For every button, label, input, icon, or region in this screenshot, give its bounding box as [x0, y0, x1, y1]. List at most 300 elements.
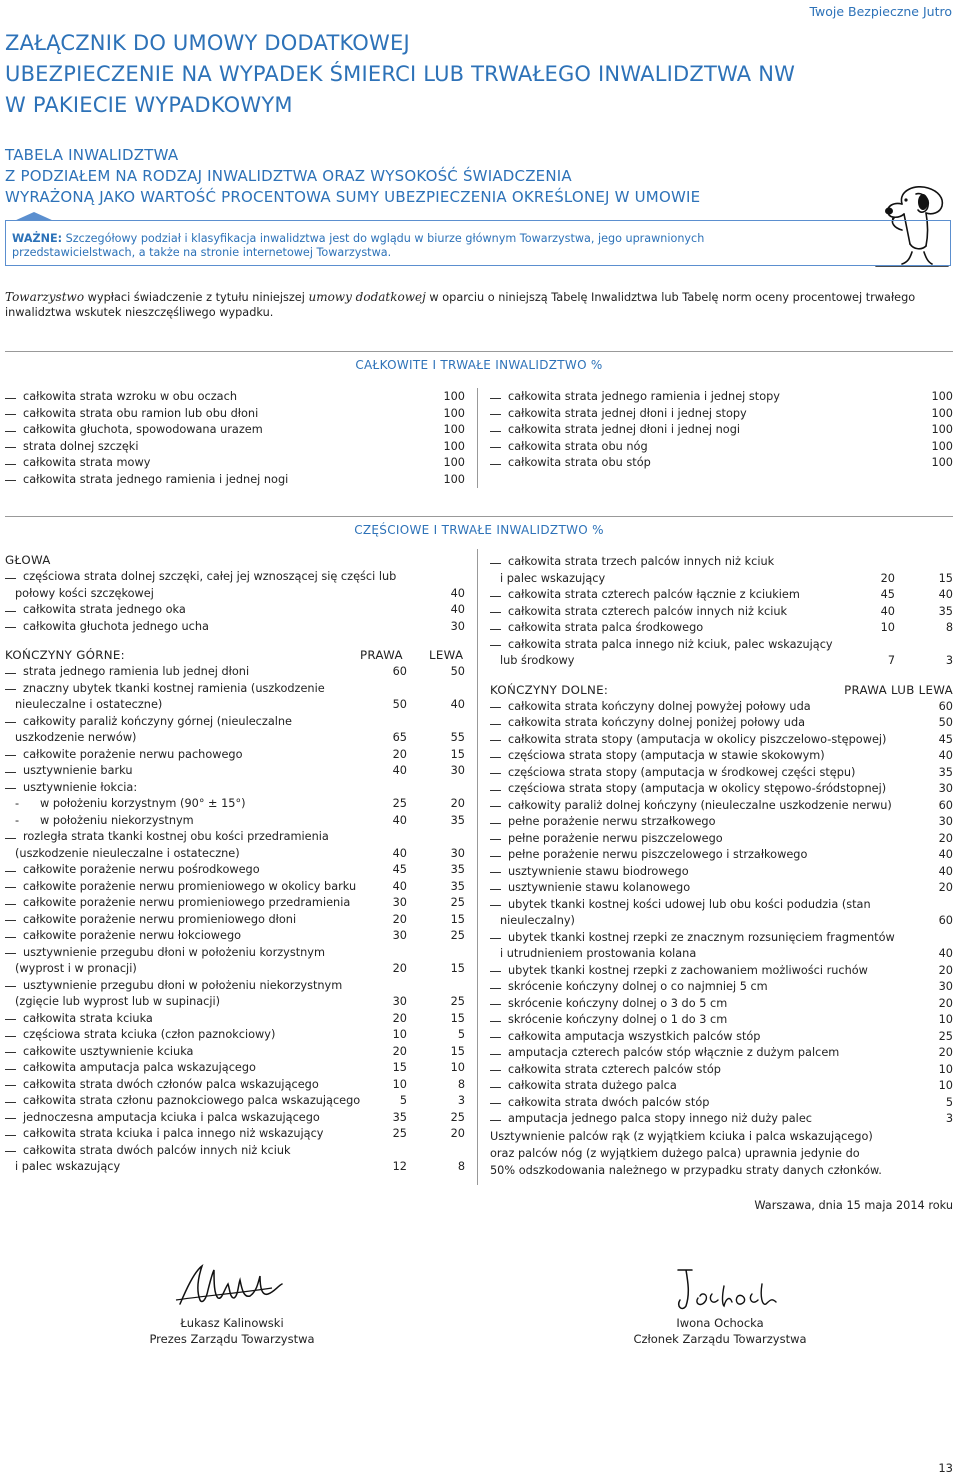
percent-value: 60 [938, 914, 953, 927]
percent-value-right: 60 [392, 665, 407, 678]
dash-bullet [5, 937, 16, 938]
table-row [5, 714, 465, 731]
table-row [490, 781, 953, 798]
percent-value: 100 [931, 456, 953, 469]
table-row [490, 406, 953, 423]
group-label: KOŃCZYNY GÓRNE: [5, 648, 125, 662]
row-label: (zgięcie lub wyprost lub w supinacji) [15, 995, 221, 1008]
row-label: skrócenie kończyny dolnej o 3 do 5 cm [508, 996, 728, 1010]
percent-value: 20 [938, 996, 953, 1010]
subtitle-line: WYRAŻONĄ JAKO WARTOŚĆ PROCENTOWA SUMY UBEZPIECZENIA OKREŚLONEJ W UMOWIE [5, 188, 701, 206]
percent-value: 35 [938, 765, 953, 779]
row-label: całkowity paraliż kończyny górnej (nieuleczalne [23, 714, 292, 728]
fingers-rows [490, 554, 953, 670]
dash-bullet [490, 790, 501, 791]
dash-bullet [5, 871, 16, 872]
percent-value: 100 [443, 406, 465, 420]
dash-bullet [5, 1102, 16, 1103]
percent-value: 100 [931, 423, 953, 436]
row-label: całkowita strata obu ramion lub obu dłoni [23, 406, 259, 420]
percent-value: 20 [938, 831, 953, 845]
percent-value-left: 15 [450, 1011, 465, 1025]
row-label: całkowite usztywnienie kciuka [23, 1044, 194, 1058]
signatory-role: Prezes Zarządu Towarzystwa [149, 1332, 315, 1346]
dash-bullet [5, 611, 16, 612]
row-label: nieuleczalne i ostateczne) [15, 698, 163, 711]
percent-value-left: 50 [450, 665, 465, 678]
percent-value-right: 65 [392, 731, 407, 744]
brand-tagline: Twoje Bezpieczne Jutro [809, 4, 952, 19]
percent-value-left: 15 [938, 571, 953, 585]
table-row [490, 963, 953, 980]
percent-value-right: 30 [392, 896, 407, 909]
table-row [490, 1078, 953, 1095]
row-label: znaczny ubytek tkanki kostnej ramienia (uszkodzenie [23, 681, 325, 695]
table-row [5, 422, 465, 439]
percent-value-right: 25 [392, 797, 407, 810]
partial-disability-left-column [5, 552, 465, 1176]
row-label: częściowa strata stopy (amputacja w środkowej części stępu) [508, 765, 856, 779]
dash-bullet [490, 612, 501, 613]
intro-term-contract: umowy dodatkowej [308, 290, 426, 304]
table-row [5, 730, 465, 747]
row-label: usztywnienie łokcia: [23, 780, 138, 794]
row-label: w położeniu korzystnym (90° ± 15°) [40, 797, 246, 810]
percent-value-right: 10 [880, 621, 895, 634]
percent-value: 30 [938, 815, 953, 828]
table-row [5, 780, 465, 797]
dash-bullet [490, 1120, 501, 1121]
hyphen-bullet: - [15, 813, 20, 827]
dash-bullet [490, 1103, 501, 1104]
table-row [5, 1060, 465, 1077]
table-row [5, 961, 465, 978]
dash-bullet [490, 563, 501, 564]
table-row [490, 979, 953, 996]
table-row [5, 602, 465, 619]
table-row [490, 1029, 953, 1046]
table-row [5, 472, 465, 489]
row-label: lub środkowy [500, 654, 575, 667]
dash-bullet [490, 1087, 501, 1088]
table-row [490, 620, 953, 637]
title-line: UBEZPIECZENIE NA WYPADEK ŚMIERCI LUB TRWAŁEGO INWALIDZTWA NW [5, 62, 796, 86]
table-row [490, 897, 953, 914]
total-disability-list-left [5, 389, 465, 488]
row-label: całkowita strata jednej dłoni i jednej stopy [508, 406, 747, 420]
percent-value-left: 15 [450, 912, 465, 926]
note-body: Szczegółowy podział i klasyfikacja inwalidztwa jest do wglądu w biurze głównym Towarzystwa, jego uprawnionych przedstawicielstwach, a także na stronie internetowej Towarzystwa. [12, 232, 705, 259]
table-row [5, 978, 465, 995]
percent-value: 40 [938, 749, 953, 762]
intro-text-1: wypłaci świadczenie z tytułu niniejszej [84, 291, 309, 304]
row-label: całkowita głuchota jednego ucha [23, 619, 209, 633]
table-row [490, 715, 953, 732]
dash-bullet [5, 788, 16, 789]
dash-bullet [5, 398, 16, 399]
row-label: amputacja jednego palca stopy innego niż duży palec [508, 1112, 812, 1125]
table-row [490, 1062, 953, 1079]
row-label: całkowita strata jednego ramienia i jednej stopy [508, 390, 780, 403]
table-row [5, 747, 465, 764]
row-label: nieuleczalny) [500, 914, 575, 927]
table-row [490, 554, 953, 571]
table-row [490, 653, 953, 670]
dash-bullet [5, 673, 16, 674]
table-row [5, 1126, 465, 1143]
row-label: całkowita głuchota, spowodowana urazem [23, 423, 263, 436]
dash-bullet [5, 1069, 16, 1070]
table-row [490, 864, 953, 881]
table-row [5, 1159, 465, 1176]
percent-value-left: 35 [450, 863, 465, 876]
percent-value: 40 [938, 864, 953, 878]
table-row [490, 1012, 953, 1029]
row-label: całkowita strata dużego palca [508, 1079, 677, 1092]
column-header-right-or-left: PRAWA LUB LEWA [844, 682, 953, 697]
table-row [5, 619, 465, 636]
row-label: całkowita strata członu paznokciowego palca wskazującego [23, 1094, 361, 1107]
table-row [490, 930, 953, 947]
dash-bullet [5, 755, 16, 756]
row-label: strata jednego ramienia lub jednej dłoni [23, 665, 250, 678]
percent-value: 40 [938, 848, 953, 861]
row-label: całkowita strata trzech palców innych niż kciuk [508, 555, 775, 568]
row-label: i palec wskazujący [500, 571, 606, 585]
dash-bullet [490, 629, 501, 630]
percent-value-right: 12 [392, 1160, 407, 1173]
signatory-block-board-member [610, 1315, 830, 1347]
dash-bullet [5, 414, 16, 415]
percent-value: 50 [938, 716, 953, 729]
intro-paragraph [5, 290, 953, 320]
percent-value-right: 10 [392, 1077, 407, 1091]
percent-value-right: 40 [392, 764, 407, 777]
dash-bullet [490, 1021, 501, 1022]
section-divider [5, 351, 953, 352]
table-row [5, 912, 465, 929]
note-label: WAŻNE: [12, 232, 63, 245]
section-heading-partial: CZĘŚCIOWE I TRWAŁE INWALIDZTWO % [354, 523, 604, 537]
percent-value: 100 [931, 439, 953, 453]
dash-bullet [5, 447, 16, 448]
hyphen-bullet: - [15, 797, 20, 810]
row-label: całkowita strata czterech palców stóp [508, 1062, 721, 1076]
percent-value-right: 30 [392, 929, 407, 942]
dash-bullet [490, 889, 501, 890]
dash-bullet [5, 1151, 16, 1152]
percent-value-left: 8 [945, 621, 953, 634]
percent-value-left: 10 [450, 1061, 465, 1074]
row-label: całkowita amputacja wszystkich palców stóp [508, 1029, 761, 1043]
dash-bullet [5, 904, 16, 905]
percent-value: 30 [938, 782, 953, 795]
table-row [5, 1110, 465, 1127]
table-row [5, 389, 465, 406]
percent-value-left: 20 [450, 797, 465, 810]
signature-ochocka [672, 1264, 782, 1316]
percent-value: 3 [945, 1112, 953, 1125]
partial-disability-right-column [490, 554, 953, 1179]
upper-limbs-rows [5, 664, 465, 1176]
dash-bullet [490, 447, 501, 448]
table-row [490, 765, 953, 782]
column-header-right: PRAWA [360, 648, 403, 662]
dash-bullet [5, 920, 16, 921]
dash-bullet [490, 707, 501, 708]
subtitle-line: Z PODZIAŁEM NA RODZAJ INWALIDZTWA ORAZ WYSOKOŚĆ ŚWIADCZENIA [5, 167, 572, 185]
table-row [490, 946, 953, 963]
table-row [490, 732, 953, 749]
section-heading-total: CAŁKOWITE I TRWAŁE INWALIDZTWO % [355, 358, 603, 372]
dash-bullet [490, 971, 501, 972]
dash-bullet [5, 1135, 16, 1136]
percent-value-left: 35 [450, 813, 465, 827]
row-label: całkowita strata dwóch palców innych niż kciuk [23, 1143, 291, 1157]
table-row [5, 455, 465, 472]
percent-value-right: 50 [392, 698, 407, 711]
row-label: ubytek tkanki kostnej kości udowej lub obu kości podudzia (stan [508, 897, 871, 911]
row-label: uszkodzenie nerwów) [15, 731, 137, 744]
percent-value-left: 55 [450, 731, 465, 744]
row-label: ubytek tkanki kostnej rzepki z zachowaniem możliwości ruchów [508, 963, 868, 977]
page-number: 13 [938, 1461, 953, 1475]
group-heading-upper-limbs [5, 647, 465, 664]
row-label: całkowita strata czterech palców innych niż kciuk [508, 604, 788, 618]
row-label: pełne porażenie nerwu strzałkowego [508, 815, 716, 828]
signatory-name: Łukasz Kalinowski [180, 1316, 284, 1330]
table-row [5, 586, 465, 603]
title-line: ZAŁĄCZNIK DO UMOWY DODATKOWEJ [5, 31, 410, 55]
dash-bullet [490, 596, 501, 597]
row-label: strata dolnej szczęki [23, 439, 139, 453]
row-label: całkowita strata jednej dłoni i jednej nogi [508, 423, 741, 436]
row-label: ubytek tkanki kostnej rzepki ze znacznym rozsunięciem fragmentów [508, 930, 895, 944]
table-row [5, 928, 465, 945]
row-label: częściowa strata stopy (amputacja w okolicy stępowo-śródstopnej) [508, 782, 887, 795]
percent-value-left: 35 [450, 879, 465, 893]
percent-value-right: 20 [880, 571, 895, 585]
dash-bullet [490, 856, 501, 857]
dash-bullet [490, 414, 501, 415]
percent-value-right: 40 [392, 879, 407, 893]
dash-bullet [5, 627, 16, 628]
table-row [5, 664, 465, 681]
dash-bullet [5, 887, 16, 888]
dash-bullet [490, 823, 501, 824]
dash-bullet [5, 838, 16, 839]
percent-value-right: 45 [880, 588, 895, 601]
percent-value-right: 15 [392, 1061, 407, 1074]
percent-value: 100 [443, 439, 465, 453]
row-label: całkowite porażenie nerwu promieniowego w okolicy barku [23, 879, 357, 893]
row-label: i palec wskazujący [15, 1160, 121, 1173]
dash-bullet [490, 740, 501, 741]
row-label: całkowita strata palca innego niż kciuk, palec wskazujący [508, 637, 833, 651]
lower-limbs-footnote [490, 1128, 953, 1179]
footnote-line: Usztywnienie palców rąk (z wyjątkiem kciuka i palca wskazującego) [490, 1129, 873, 1143]
dash-bullet [490, 905, 501, 906]
table-row [490, 847, 953, 864]
table-row [5, 796, 465, 813]
dash-bullet [5, 986, 16, 987]
percent-value: 100 [443, 423, 465, 436]
percent-value: 60 [938, 798, 953, 812]
row-label: całkowite porażenie nerwu łokciowego [23, 929, 242, 942]
row-label: całkowita strata kciuka [23, 1011, 153, 1025]
percent-value-right: 7 [887, 654, 895, 667]
table-row [490, 814, 953, 831]
percent-value: 30 [450, 619, 465, 633]
table-row [5, 994, 465, 1011]
dash-bullet [5, 1085, 16, 1086]
row-label: połowy kości szczękowej [15, 586, 154, 600]
dash-bullet [490, 645, 501, 646]
percent-value-left: 25 [450, 995, 465, 1008]
table-row [5, 569, 465, 586]
row-label: częściowa strata dolnej szczęki, całej jej wznoszącej się części lub [23, 570, 397, 583]
row-label: usztywnienie stawu biodrowego [508, 864, 689, 878]
row-label: całkowity paraliż dolnej kończyny (nieuleczalne uszkodzenie nerwu) [508, 798, 892, 812]
row-label: (wyprost i w pronacji) [15, 962, 137, 975]
table-row [5, 439, 465, 456]
percent-value-left: 25 [450, 929, 465, 942]
group-heading-lower-limbs [490, 682, 953, 699]
table-row [5, 945, 465, 962]
dash-bullet [5, 772, 16, 773]
percent-value-right: 40 [392, 813, 407, 827]
footnote-line: oraz palców nóg (z wyjątkiem dużego palca) uprawnia jedynie do [490, 1146, 860, 1160]
row-label: całkowita strata jednego oka [23, 603, 186, 616]
table-row [490, 996, 953, 1013]
column-divider [477, 388, 478, 488]
row-label: całkowita strata jednego ramienia i jednej nogi [23, 472, 289, 486]
row-label: całkowita strata czterech palców łącznie z kciukiem [508, 588, 800, 601]
dash-bullet [490, 938, 501, 939]
percent-value-right: 20 [392, 747, 407, 761]
row-label: usztywnienie przegubu dłoni w położeniu niekorzystnym [23, 978, 343, 992]
table-row [5, 1143, 465, 1160]
column-divider [477, 549, 478, 1185]
percent-value-left: 15 [450, 1044, 465, 1058]
table-row [490, 831, 953, 848]
dash-bullet [490, 872, 501, 873]
dash-bullet [5, 1052, 16, 1053]
row-label: całkowita strata dwóch członów palca wskazującego [23, 1077, 319, 1091]
table-row [5, 862, 465, 879]
signatory-name: Iwona Ochocka [676, 1316, 764, 1330]
dash-bullet [5, 1118, 16, 1119]
percent-value: 100 [931, 390, 953, 403]
dash-bullet [490, 1054, 501, 1055]
percent-value-left: 35 [938, 604, 953, 618]
percent-value: 20 [938, 881, 953, 894]
table-row [490, 1111, 953, 1128]
dash-bullet [5, 578, 16, 579]
row-label: usztywnienie barku [23, 764, 133, 777]
dash-bullet [490, 773, 501, 774]
table-row [490, 913, 953, 930]
row-label: całkowita strata obu nóg [508, 439, 648, 453]
table-row [490, 637, 953, 654]
row-label: całkowite porażenie nerwu promieniowego dłoni [23, 912, 297, 926]
percent-value: 40 [450, 586, 465, 600]
row-label: rozległa strata tkanki kostnej obu kości przedramienia [23, 830, 329, 843]
row-label: całkowita strata kończyny dolnej powyżej połowy uda [508, 699, 811, 713]
subtitle-line: TABELA INWALIDZTWA [5, 146, 179, 164]
row-label: całkowita amputacja palca wskazującego [23, 1061, 256, 1074]
total-disability-list-right [490, 389, 953, 472]
table-row [490, 798, 953, 815]
row-label: w położeniu niekorzystnym [40, 813, 194, 827]
signatory-block-president [132, 1315, 332, 1347]
percent-value: 5 [945, 1095, 953, 1109]
note-text [12, 232, 772, 260]
table-row [490, 1095, 953, 1112]
percent-value: 100 [443, 472, 465, 486]
dash-bullet [5, 689, 16, 690]
table-row [490, 699, 953, 716]
percent-value-left: 8 [457, 1077, 465, 1091]
percent-value: 30 [938, 980, 953, 993]
title-line: W PAKIECIE WYPADKOWYM [5, 93, 293, 117]
percent-value-left: 3 [945, 654, 953, 667]
table-row [5, 1077, 465, 1094]
row-label: usztywnienie stawu kolanowego [508, 881, 691, 894]
table-row [5, 681, 465, 698]
percent-value: 10 [938, 1079, 953, 1092]
row-label: częściowa strata stopy (amputacja w stawie skokowym) [508, 749, 825, 762]
dash-bullet [490, 724, 501, 725]
percent-value-right: 5 [399, 1094, 407, 1107]
row-label: całkowita strata obu stóp [508, 456, 651, 469]
signatory-role: Członek Zarządu Towarzystwa [633, 1332, 807, 1346]
percent-value-right: 20 [392, 1011, 407, 1025]
intro-text-2: w oparciu o niniejszą Tabelę Inwalidztwa lub Tabelę norm oceny procentowej trwałego inwalidztwa wskutek nieszczęśliwego wypadku. [5, 291, 916, 319]
percent-value-right: 25 [392, 1127, 407, 1140]
dash-bullet [5, 1036, 16, 1037]
document-title [5, 28, 795, 121]
percent-value-left: 8 [457, 1160, 465, 1173]
percent-value: 60 [938, 699, 953, 713]
percent-value-left: 40 [450, 698, 465, 711]
row-label: całkowita strata stopy (amputacja w okolicy piszczelowo-stępowej) [508, 732, 887, 746]
row-label: jednoczesna amputacja kciuka i palca wskazującego [23, 1110, 320, 1124]
dash-bullet [490, 431, 501, 432]
table-row [5, 879, 465, 896]
dash-bullet [5, 464, 16, 465]
column-header-left: LEWA [429, 648, 464, 662]
row-label: całkowita strata palca środkowego [508, 621, 704, 634]
table-row [5, 1011, 465, 1028]
footnote-line: 50% odszkodowania należnego w przypadku straty danych członków. [490, 1163, 882, 1177]
dash-bullet [490, 839, 501, 840]
table-row [5, 1027, 465, 1044]
table-row [5, 406, 465, 423]
dash-bullet [490, 1037, 501, 1038]
row-label: całkowita strata wzroku w obu oczach [23, 390, 237, 403]
percent-value-right: 20 [392, 962, 407, 975]
percent-value-right: 45 [392, 863, 407, 876]
row-label: i utrudnieniem prostowania kolana [500, 947, 697, 960]
lower-limbs-rows [490, 699, 953, 1128]
table-row [490, 587, 953, 604]
percent-value-right: 40 [392, 846, 407, 860]
table-row [5, 763, 465, 780]
percent-value-left: 25 [450, 1110, 465, 1124]
row-label: całkowita strata dwóch palców stóp [508, 1095, 710, 1109]
dash-bullet [490, 988, 501, 989]
